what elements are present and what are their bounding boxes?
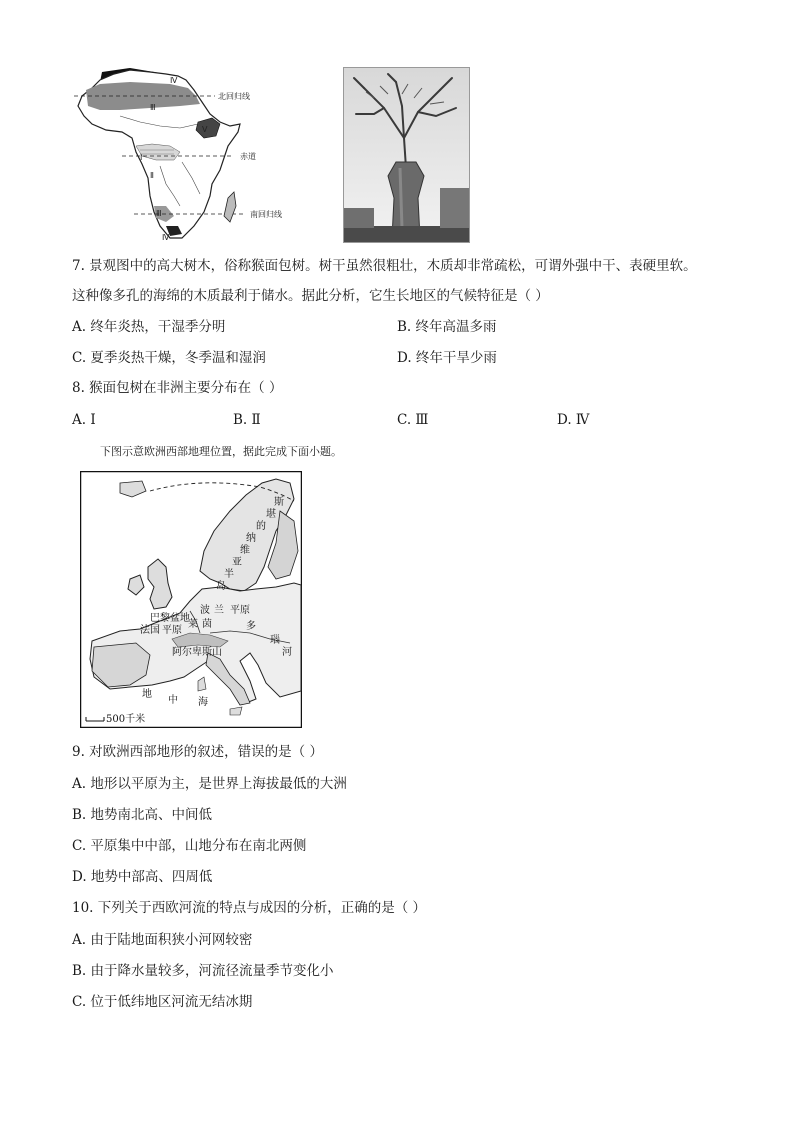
q7-option-d: D. 终年干旱少雨	[397, 350, 497, 366]
map-label-plain2: 盆地	[170, 613, 190, 624]
map-label-he: 河	[282, 647, 292, 658]
region-label-iv-south: Ⅳ	[162, 233, 170, 242]
map-label-lan: 兰	[214, 605, 224, 616]
baobab-photo	[343, 67, 470, 243]
q9-stem: 9. 对欧洲西部地形的叙述，错误的是（ ）	[72, 744, 323, 760]
map-label-zhong: 中	[168, 695, 178, 706]
map-label-bo: 波	[200, 605, 210, 616]
map-label-nao: 瑙	[270, 635, 280, 646]
map-label-hai: 海	[198, 697, 208, 708]
q8-option-b: B. Ⅱ	[233, 412, 261, 428]
q8-option-d: D. Ⅳ	[557, 412, 590, 428]
q10-option-c: C. 位于低纬地区河流无结冰期	[72, 994, 253, 1010]
map-label-plain1: 巴黎	[150, 613, 170, 624]
europe-map	[80, 471, 302, 728]
region-label-i: Ⅰ	[140, 153, 143, 162]
map-label-lai2: 茵	[202, 619, 212, 630]
map-label-di: 地	[142, 689, 152, 700]
map-label-laiyin: 莱	[188, 619, 198, 630]
map-label-alps: 阿尔卑斯山	[172, 647, 222, 658]
q7-stem-line1: 7. 景观图中的高大树木，俗称猴面包树。树干虽然很粗壮，木质却非常疏松，可谓外强中干、表硬里软。	[72, 258, 697, 274]
region-label-iii-south: Ⅲ	[156, 209, 162, 218]
q8-option-c: C. Ⅲ	[397, 412, 429, 428]
map-label-scan8: 岛	[216, 581, 226, 592]
q7-option-c: C. 夏季炎热干燥，冬季温和湿润	[72, 350, 266, 366]
q10-option-a: A. 由于陆地面积狭小河网较密	[72, 932, 253, 948]
map-label-plain4: 平原	[162, 625, 182, 636]
map-label-scan5: 维	[240, 545, 250, 556]
equator-label: 赤道	[240, 152, 256, 161]
region-label-v: Ⅴ	[202, 125, 208, 134]
tropic-capricorn-label: 南回归线	[250, 210, 282, 219]
q9-option-c: C. 平原集中中部，山地分布在南北两侧	[72, 838, 307, 854]
q9-option-a: A. 地形以平原为主，是世界上海拔最低的大洲	[72, 776, 347, 792]
q7-option-b: B. 终年高温多雨	[397, 319, 497, 335]
map-label-scan2: 堪	[266, 509, 276, 520]
map-label-scan1: 斯	[274, 497, 284, 508]
map-label-scan6: 亚	[232, 557, 242, 568]
map-label-pingyuan: 平原	[230, 605, 250, 616]
q9-option-b: B. 地势南北高、中间低	[72, 807, 213, 823]
tropic-cancer-label: 北回归线	[218, 92, 250, 101]
region-label-iii-north: Ⅲ	[150, 103, 156, 112]
region-label-iv-north: Ⅳ	[170, 76, 178, 85]
map-label-scan3: 的	[256, 521, 266, 532]
baobab-tree-image	[344, 68, 469, 242]
africa-map	[70, 66, 310, 246]
region-label-ii: Ⅱ	[150, 171, 154, 180]
q8-stem: 8. 猴面包树在非洲主要分布在（ ）	[72, 380, 283, 396]
q7-stem-line2: 这种像多孔的海绵的木质最利于储水。据此分析，它生长地区的气候特征是（ ）	[72, 288, 549, 304]
map-label-scan4: 纳	[246, 533, 256, 544]
map-label-scan7: 半	[224, 569, 234, 580]
q9-option-d: D. 地势中部高、四周低	[72, 869, 213, 885]
q10-option-b: B. 由于降水量较多，河流径流量季节变化小	[72, 963, 334, 979]
q7-option-a: A. 终年炎热，干湿季分明	[72, 319, 226, 335]
map-label-duo: 多	[246, 621, 256, 632]
map-scale-label: 500千米	[106, 714, 146, 725]
q8-option-a: A. Ⅰ	[72, 412, 96, 428]
europe-intro: 下图示意欧洲西部地理位置，据此完成下面小题。	[100, 445, 342, 458]
q10-stem: 10. 下列关于西欧河流的特点与成因的分析，正确的是（ ）	[72, 900, 427, 916]
map-label-plain3: 法国	[140, 625, 160, 636]
